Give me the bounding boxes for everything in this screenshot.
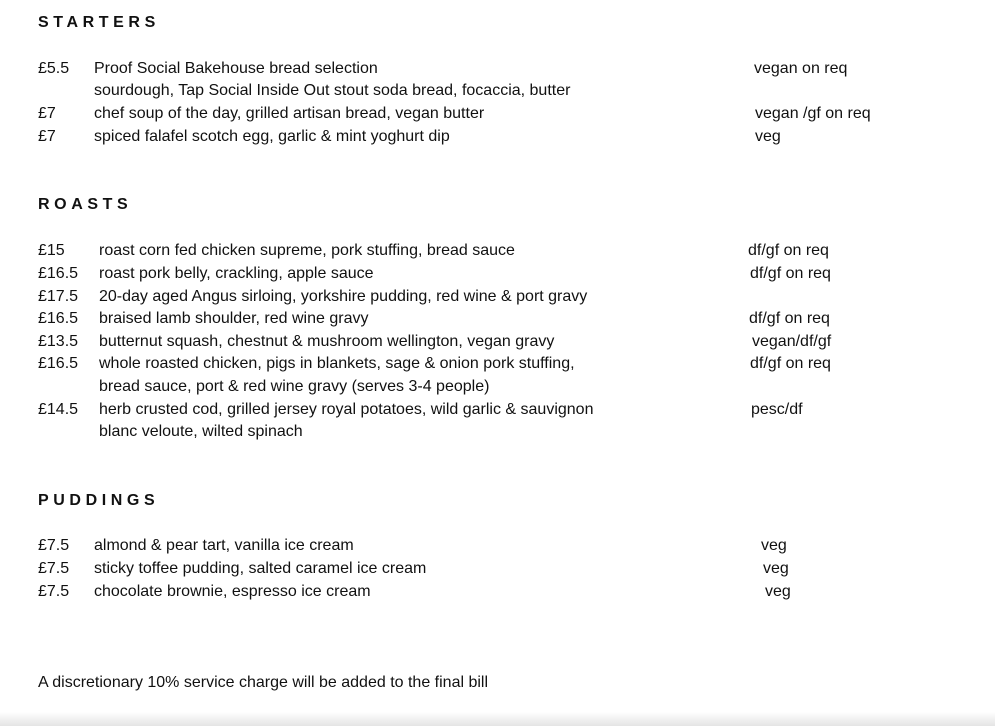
item-description: sourdough, Tap Social Inside Out stout soda bread, focaccia, butter <box>94 82 571 99</box>
item-dietary-note: vegan/df/gf <box>752 333 832 350</box>
item-price: £17.5 <box>38 288 79 305</box>
item-price: £16.5 <box>38 265 79 282</box>
item-dietary-note: df/gf on req <box>749 310 830 327</box>
item-description: sticky toffee pudding, salted caramel ice cream <box>94 560 427 577</box>
item-description: 20-day aged Angus sirloing, yorkshire pudding, red wine & port gravy <box>99 288 588 305</box>
item-price: £5.5 <box>38 60 70 77</box>
service-charge-note: A discretionary 10% service charge will be added to the final bill <box>38 674 489 691</box>
item-price: £7 <box>38 128 56 145</box>
item-dietary-note: veg <box>765 583 791 600</box>
item-description: spiced falafel scotch egg, garlic & mint yoghurt dip <box>94 128 450 145</box>
item-dietary-note: df/gf on req <box>750 355 831 372</box>
item-price: £14.5 <box>38 401 79 418</box>
item-price: £13.5 <box>38 333 79 350</box>
item-description: butternut squash, chestnut & mushroom wellington, vegan gravy <box>99 333 555 350</box>
item-description: chocolate brownie, espresso ice cream <box>94 583 371 600</box>
item-dietary-note: veg <box>755 128 781 145</box>
item-price: £7.5 <box>38 583 70 600</box>
item-price: £16.5 <box>38 310 79 327</box>
item-description: whole roasted chicken, pigs in blankets, sage & onion pork stuffing, <box>99 355 575 372</box>
item-dietary-note: df/gf on req <box>750 265 831 282</box>
item-dietary-note: vegan /gf on req <box>755 105 871 122</box>
item-dietary-note: veg <box>761 537 787 554</box>
item-description: braised lamb shoulder, red wine gravy <box>99 310 369 327</box>
item-description: roast pork belly, crackling, apple sauce <box>99 265 374 282</box>
item-price: £15 <box>38 242 65 259</box>
item-price: £7 <box>38 105 56 122</box>
item-dietary-note: vegan on req <box>754 60 848 77</box>
page-bottom-shadow <box>0 712 995 726</box>
item-dietary-note: df/gf on req <box>748 242 829 259</box>
item-description: roast corn fed chicken supreme, pork stuffing, bread sauce <box>99 242 515 259</box>
item-description: herb crusted cod, grilled jersey royal potatoes, wild garlic & sauvignon <box>99 401 594 418</box>
item-price: £7.5 <box>38 560 70 577</box>
puddings-heading: PUDDINGS <box>38 492 160 509</box>
item-dietary-note: veg <box>763 560 789 577</box>
item-price: £16.5 <box>38 355 79 372</box>
item-description: chef soup of the day, grilled artisan bread, vegan butter <box>94 105 485 122</box>
roasts-heading: ROASTS <box>38 196 133 213</box>
item-description: almond & pear tart, vanilla ice cream <box>94 537 354 554</box>
item-description: blanc veloute, wilted spinach <box>99 423 303 440</box>
item-price: £7.5 <box>38 537 70 554</box>
item-description: bread sauce, port & red wine gravy (serves 3-4 people) <box>99 378 490 395</box>
starters-heading: STARTERS <box>38 14 160 31</box>
item-dietary-note: pesc/df <box>751 401 803 418</box>
item-description: Proof Social Bakehouse bread selection <box>94 60 378 77</box>
